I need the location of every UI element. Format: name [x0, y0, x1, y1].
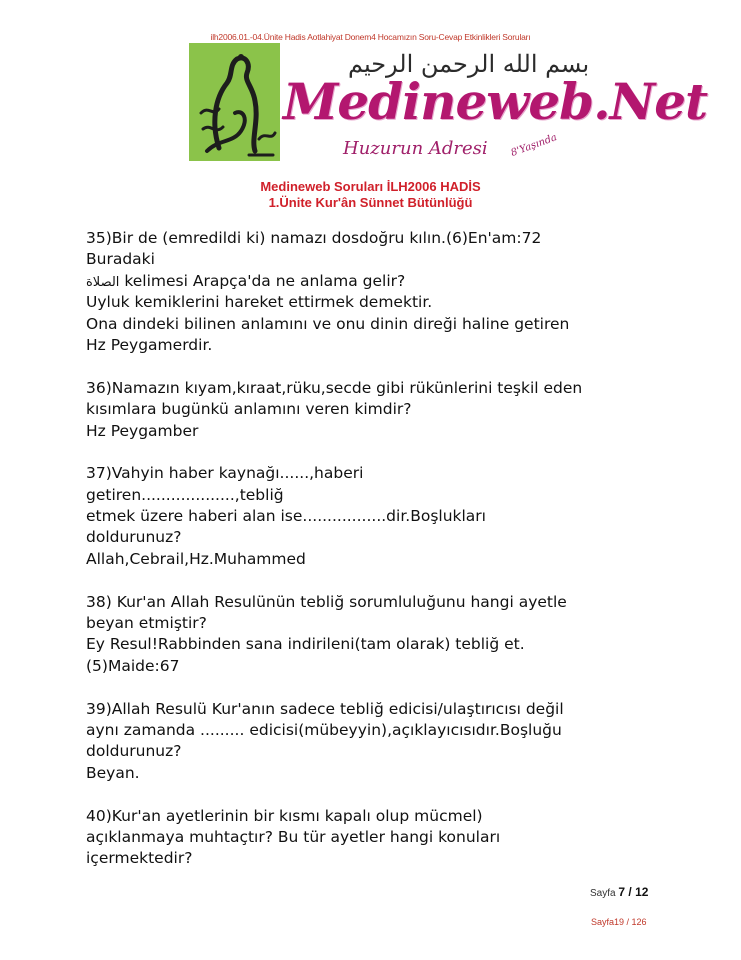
question-37-line-2: getiren...................,tebliğ — [86, 485, 284, 504]
document-title — [0, 179, 741, 211]
document-title-line-2: 1.Ünite Kur'ân Sünnet Bütünlüğü — [268, 195, 473, 210]
page-current: 7 — [618, 885, 626, 899]
page-separator: / — [625, 885, 636, 899]
answer-38-line-2: (5)Maide:67 — [86, 656, 180, 675]
question-39-line-3: doldurunuz? — [86, 742, 182, 761]
question-40-line-2: açıklanmaya muhtaçtır? Bu tür ayetler hangi konuları — [86, 827, 501, 846]
question-39-line-1: 39)Allah Resulü Kur'anın sadece tebliğ edicisi/ulaştırıcısı değil — [86, 699, 564, 718]
question-40 — [86, 806, 686, 870]
arabic-word-salat: الصلاة — [86, 274, 120, 290]
question-36 — [86, 378, 686, 442]
answer-37: Allah,Cebrail,Hz.Muhammed — [86, 549, 306, 568]
question-35 — [86, 228, 686, 356]
question-35-line-2: Buradaki — [86, 250, 155, 269]
answer-36: Hz Peygamber — [86, 421, 199, 440]
question-39-line-2: aynı zamanda ......... edicisi(mübeyyin),açıklayıcısıdır.Boşluğu — [86, 720, 562, 739]
question-37-line-4: doldurunuz? — [86, 528, 182, 547]
question-40-line-1: 40)Kur'an ayetlerinin bir kısmı kapalı olup mücmel) — [86, 806, 483, 825]
overall-page-number: Sayfa19 / 126 — [591, 917, 647, 927]
running-header: ilh2006.01.-04.Ünite Hadis Aotlahiyat Donem4 Hocamızın Soru-Cevap Etkinlikleri Soruları — [210, 32, 531, 42]
page-total: 12 — [635, 885, 649, 899]
question-38 — [86, 592, 686, 678]
question-39 — [86, 699, 686, 785]
question-38-line-1: 38) Kur'an Allah Resulünün tebliğ sorumluluğunu hangi ayetle — [86, 592, 567, 611]
question-37 — [86, 463, 686, 570]
page-number — [590, 885, 648, 899]
answer-38-line-1: Ey Resul!Rabbinden sana indirileni(tam olarak) tebliğ et. — [86, 635, 525, 654]
answer-35-line-3: Hz Peygamerdir. — [86, 335, 213, 354]
question-35-line-3-text: kelimesi Arapça'da ne anlama gelir? — [119, 271, 406, 290]
brand-tagline: Huzurun Adresi — [343, 138, 488, 159]
calligraphy-logo-image — [189, 43, 280, 161]
question-38-line-2: beyan etmiştir? — [86, 614, 207, 633]
question-37-line-1: 37)Vahyin haber kaynağı......,haberi — [86, 464, 364, 483]
question-35-line-3 — [86, 271, 686, 292]
question-35-line-1: 35)Bir de (emredildi ki) namazı dosdoğru kılın.(6)En'am:72 — [86, 229, 542, 247]
document-title-line-1: Medineweb Soruları İLH2006 HADİS — [260, 179, 481, 194]
question-37-line-3: etmek üzere haberi alan ise.................dir.Boşlukları — [86, 507, 486, 526]
answer-35-line-2: Ona dindeki bilinen anlamını ve onu dinin direği haline getiren — [86, 314, 570, 333]
question-list — [86, 228, 686, 870]
brand-badge: 8'Yaşında — [509, 132, 559, 159]
basmala-calligraphy: بسم الله الرحمن الرحيم — [348, 50, 590, 78]
question-40-line-3: içermektedir? — [86, 849, 193, 868]
answer-35-line-1: Uyluk kemiklerini hareket ettirmek demektir. — [86, 293, 433, 312]
answer-39: Beyan. — [86, 763, 140, 782]
question-36-line-2: kısımlara bugünkü anlamını veren kimdir? — [86, 400, 412, 419]
page-label: Sayfa — [590, 888, 616, 899]
brand-logo-text: Medineweb.Net — [283, 72, 708, 131]
question-36-line-1: 36)Namazın kıyam,kıraat,rüku,secde gibi rükünlerini teşkil eden — [86, 378, 583, 397]
